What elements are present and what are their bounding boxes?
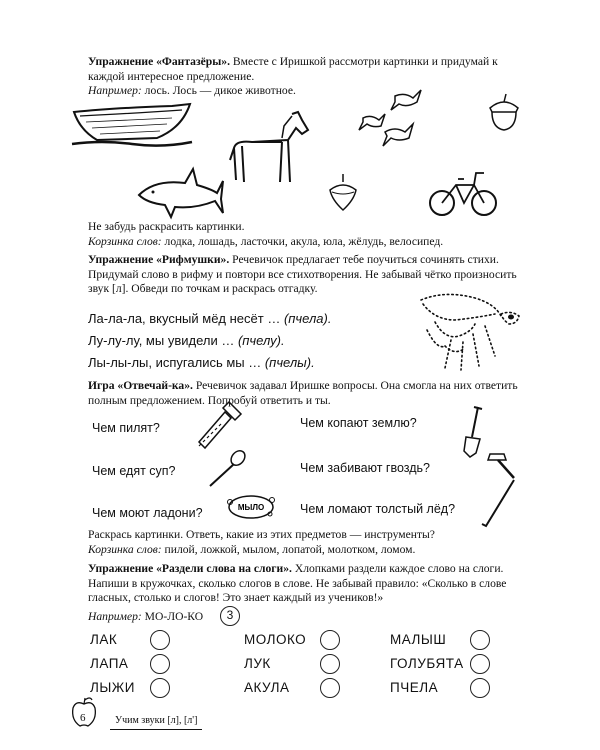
syllable-example bbox=[88, 610, 528, 625]
word-7: ЛЫЖИ bbox=[90, 680, 135, 695]
spinning-top-picture bbox=[328, 172, 358, 212]
question-soup: Чем едят суп? bbox=[92, 464, 176, 478]
exercise-title: Упражнение «Фантазёры». bbox=[88, 55, 230, 68]
exercise-fantazery-footer bbox=[88, 220, 528, 249]
example-label: Например: bbox=[88, 84, 142, 98]
syllable-circle-4[interactable] bbox=[150, 654, 170, 674]
basket-label: Корзинка слов: bbox=[88, 542, 162, 556]
word-4: ЛАПА bbox=[90, 656, 129, 671]
exercise-text: Речевичок задавал Иришке вопросы. Она смогла на них ответить полным предложением. Попробуй ответить и ты. bbox=[88, 379, 518, 407]
syllable-circle-7[interactable] bbox=[150, 678, 170, 698]
example-label: Например: bbox=[88, 610, 142, 623]
boat-picture bbox=[72, 100, 192, 145]
exercise-syllables bbox=[88, 562, 528, 606]
footer-title: Учим звуки [л], [л'] bbox=[115, 715, 198, 726]
reminder-text: Не забудь раскрасить картинки. bbox=[88, 220, 245, 233]
syllable-circle-8[interactable] bbox=[320, 678, 340, 698]
syllable-circle-1[interactable] bbox=[150, 630, 170, 650]
syllable-circle-5[interactable] bbox=[320, 654, 340, 674]
exercise-otvechayka-footer bbox=[88, 528, 528, 557]
shark-picture bbox=[135, 165, 225, 220]
question-nail: Чем забивают гвоздь? bbox=[300, 461, 431, 475]
horse-picture bbox=[222, 110, 312, 185]
example-word: МО-ЛО-КО bbox=[141, 610, 204, 623]
bicycle-picture bbox=[428, 165, 498, 217]
rhyme-answer: (пчелу). bbox=[237, 333, 285, 348]
exercise-text: Хлопками раздели каждое слово на слоги. Напиши в кружочках, сколько слогов в слове. Не забывай правило: «Сколько в слове гласных, столько и слогов! Это знает каждый из учеников!» bbox=[88, 562, 507, 605]
syllable-circle-3[interactable] bbox=[470, 630, 490, 650]
word-2: МОЛОКО bbox=[244, 632, 307, 647]
exercise-fantazery bbox=[88, 55, 528, 99]
task-text: Раскрась картинки. Ответь, какие из этих предметов — инструменты? bbox=[88, 528, 435, 541]
exercise-otvechayka bbox=[88, 379, 528, 408]
example-syllable-count: 3 bbox=[220, 606, 240, 626]
word-6: ГОЛУБЯТА bbox=[390, 656, 464, 671]
example-text: лось. Лось — дикое животное. bbox=[141, 84, 296, 98]
exercise-text: Вместе с Иришкой рассмотри картинки и придумай к каждой интересное предложение. bbox=[88, 55, 498, 83]
hammer-picture bbox=[484, 448, 520, 480]
exercise-title: Упражнение «Раздели слова на слоги». bbox=[88, 562, 292, 575]
saw-picture bbox=[195, 398, 245, 453]
soap-label: МЫЛО bbox=[237, 503, 265, 512]
basket-label: Корзинка слов: bbox=[88, 234, 162, 248]
basket-text: пилой, ложкой, мылом, лопатой, молотком, ломом. bbox=[161, 542, 416, 556]
dotted-bee-picture bbox=[415, 290, 525, 375]
question-ice: Чем ломают толстый лёд? bbox=[300, 502, 456, 516]
page-number: 6 bbox=[80, 712, 86, 724]
word-5: ЛУК bbox=[244, 656, 271, 671]
soap-picture bbox=[226, 494, 276, 520]
poem-line-1: Ла-ла-ла, вкусный мёд несёт … (пчела). bbox=[88, 311, 332, 326]
swallows-picture bbox=[355, 88, 435, 163]
word-1: ЛАК bbox=[90, 632, 118, 647]
poem-line-2: Лу-лу-лу, мы увидели … (пчелу). bbox=[88, 333, 285, 348]
syllable-circle-9[interactable] bbox=[470, 678, 490, 698]
word-9: ПЧЕЛА bbox=[390, 680, 439, 695]
basket-text: лодка, лошадь, ласточки, акула, юла, жёлудь, велосипед. bbox=[161, 234, 444, 248]
poem-line-3: Лы-лы-лы, испугались мы … (пчелы). bbox=[88, 355, 315, 370]
spoon-picture bbox=[206, 450, 246, 490]
footer-underline bbox=[110, 729, 202, 730]
acorn-picture bbox=[486, 92, 522, 132]
word-3: МАЛЫШ bbox=[390, 632, 447, 647]
exercise-title: Упражнение «Рифмушки». bbox=[88, 253, 230, 266]
syllable-circle-6[interactable] bbox=[470, 654, 490, 674]
rhyme-answer: (пчела). bbox=[283, 311, 332, 326]
exercise-text: Речевичок предлагает тебе поучиться сочинять стихи. Придумай слово в рифму и повтори все стихотворения. Не забывай чётко произносить звук [л]. Обведи по точкам и раскрась отгадку. bbox=[88, 253, 517, 296]
rhyme-answer: (пчелы). bbox=[264, 355, 315, 370]
shovel-picture bbox=[458, 405, 482, 460]
question-dig: Чем копают землю? bbox=[300, 416, 417, 430]
exercise-title: Игра «Отвечай-ка». bbox=[88, 379, 193, 392]
crowbar-picture bbox=[480, 478, 520, 530]
question-hands: Чем моют ладони? bbox=[92, 506, 203, 520]
question-saw: Чем пилят? bbox=[92, 421, 160, 435]
syllable-circle-2[interactable] bbox=[320, 630, 340, 650]
word-8: АКУЛА bbox=[244, 680, 290, 695]
